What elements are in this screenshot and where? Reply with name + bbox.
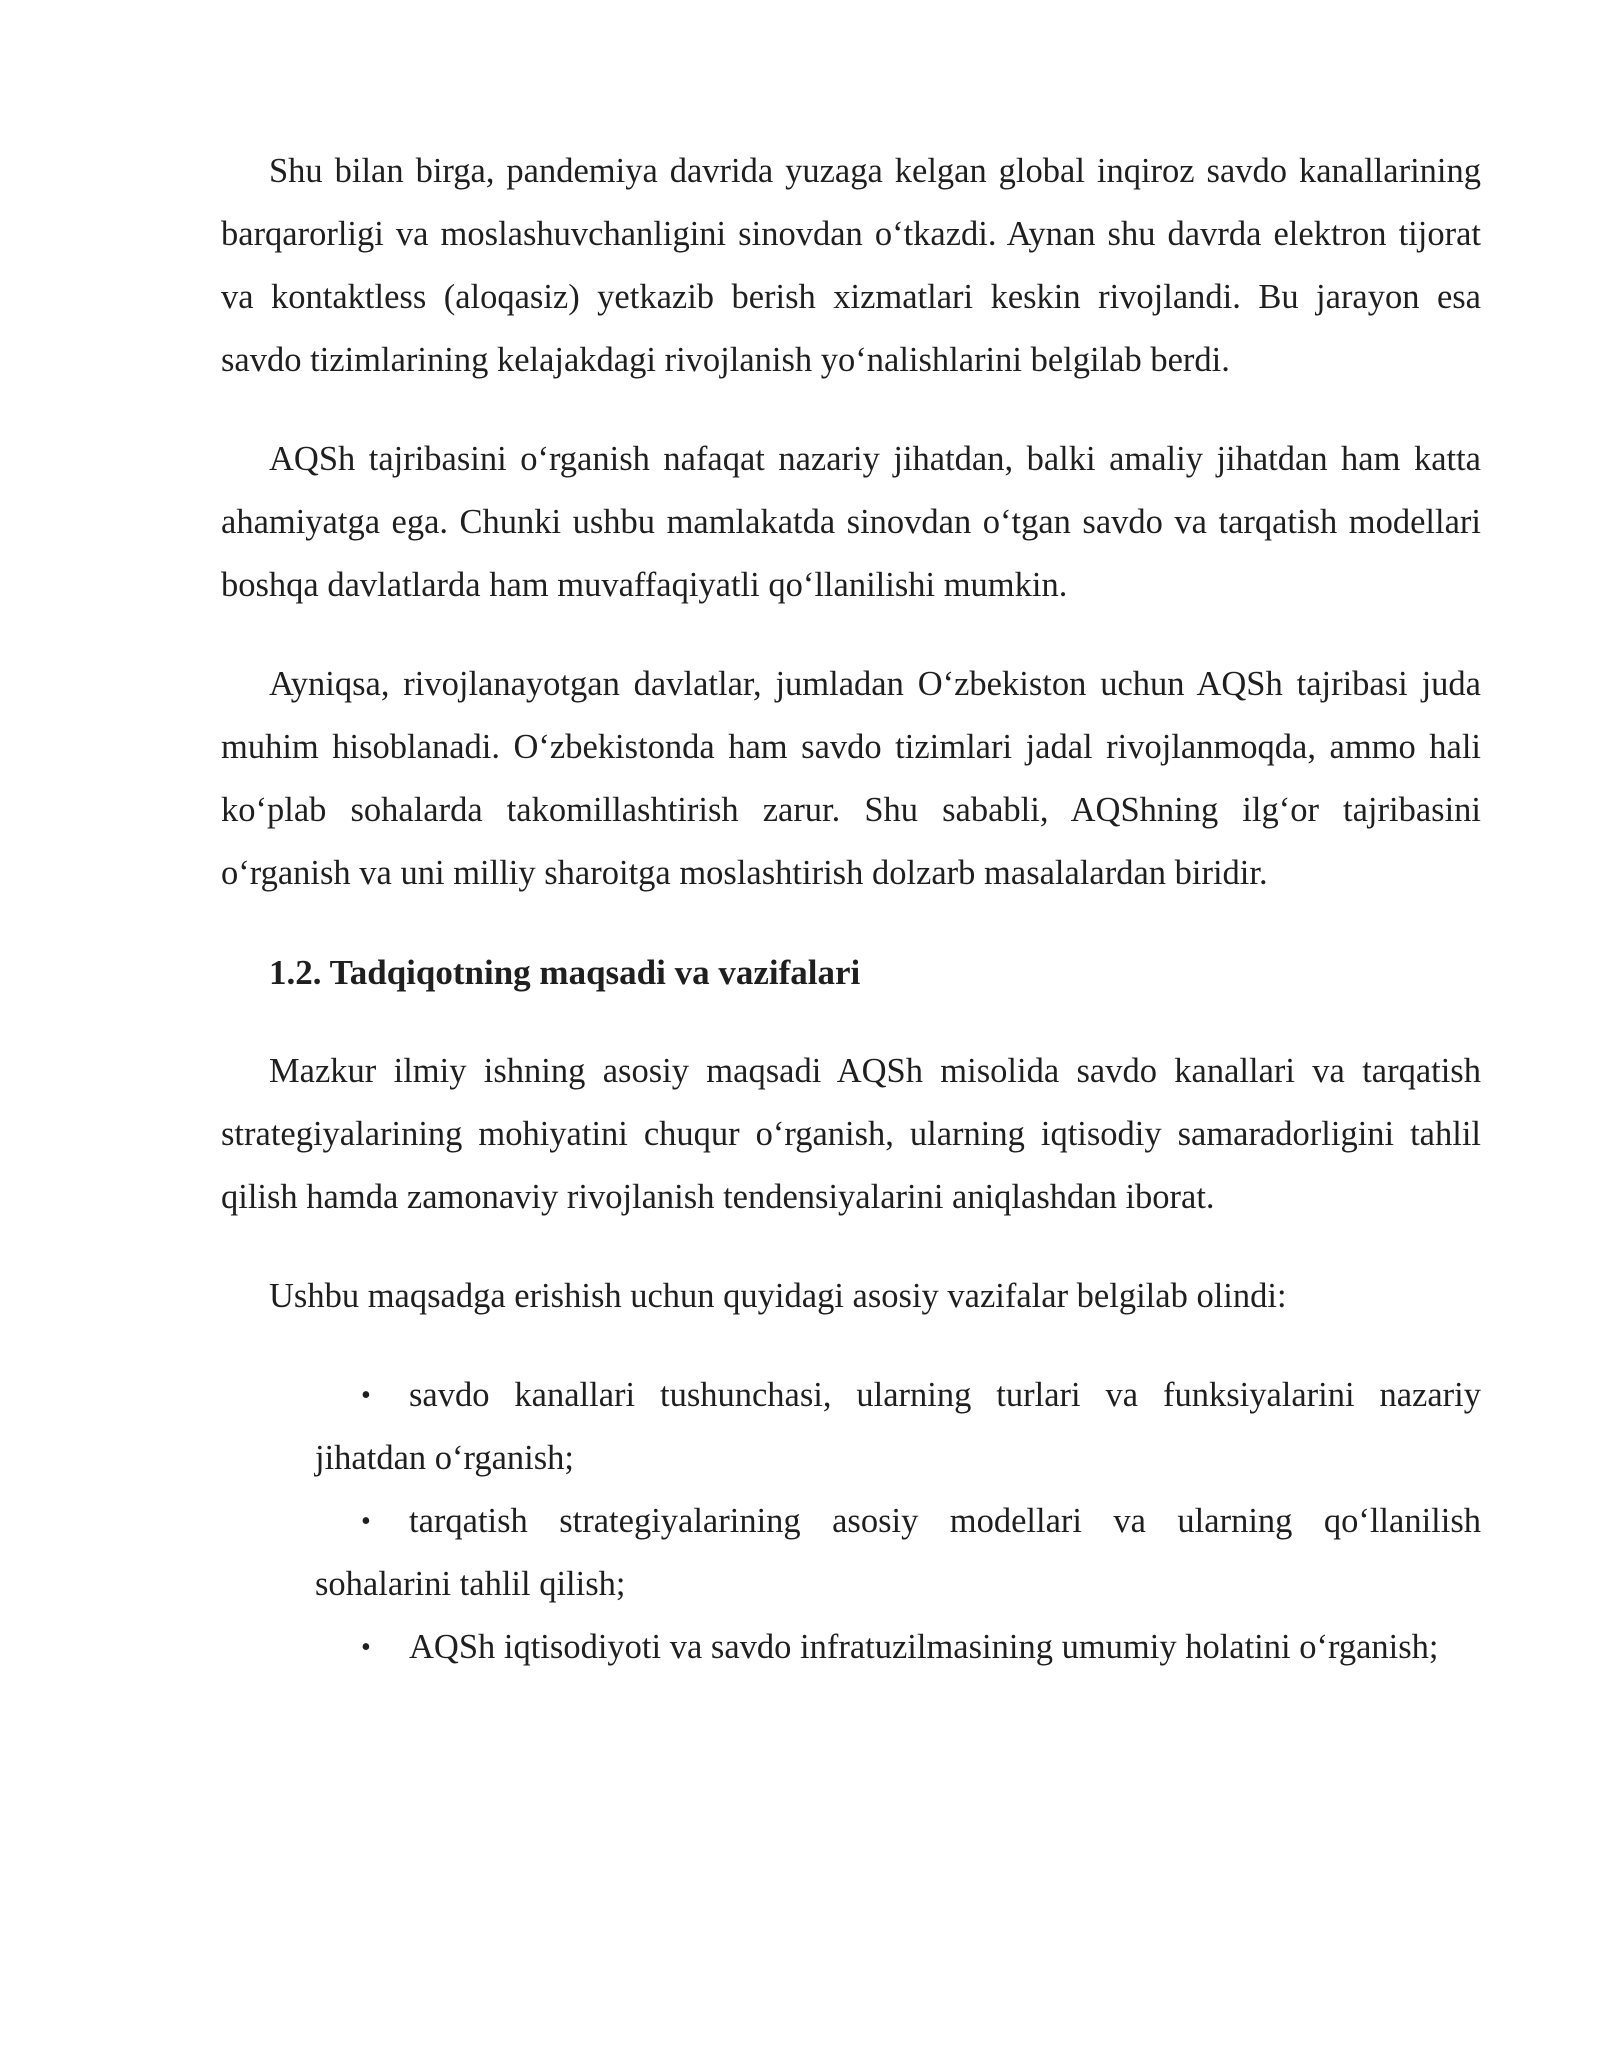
list-item-text: savdo kanallari tushunchasi, ularning turlari va funksiyalarini nazariy jihatdan o‘rganish; bbox=[315, 1376, 1481, 1477]
paragraph-pandemic: Shu bilan birga, pandemiya davrida yuzaga kelgan global inqiroz savdo kanallarining barqarorligi va moslashuvchanligini sinovdan o‘tkazdi. Aynan shu davrda elektron tijorat va kontaktless (aloqasiz) yetkazib berish xizmatlari keskin rivojlandi. Bu jarayon esa savdo tizimlarining kelajakdagi rivojlanish yo‘nalishlarini belgilab berdi. bbox=[221, 152, 1481, 379]
list-item bbox=[315, 1364, 1481, 1490]
paragraph-research-goal: Mazkur ilmiy ishning asosiy maqsadi AQSh misolida savdo kanallari va tarqatish strategiyalarining mohiyatini chuqur o‘rganish, ularning iqtisodiy samaradorligini tahlil qilish hamda zamonaviy rivojlanish tendensiyalarini aniqlashdan iborat. bbox=[221, 1052, 1481, 1216]
paragraph-uzbekistan: Ayniqsa, rivojlanayotgan davlatlar, jumladan O‘zbekiston uchun AQSh tajribasi juda muhim hisoblanadi. O‘zbekistonda ham savdo tizimlari jadal rivojlanmoqda, ammo hali ko‘plab sohalarda takomillashtirish zarur. Shu sababli, AQShning ilg‘or tajribasini o‘rganish va uni milliy sharoitga moslashtirish dolzarb masalalardan biridir. bbox=[221, 665, 1481, 892]
bullet-icon: • bbox=[361, 1506, 371, 1537]
list-item bbox=[315, 1616, 1481, 1679]
list-item bbox=[315, 1490, 1481, 1616]
list-item-text: AQSh iqtisodiyoti va savdo infratuzilmasining umumiy holatini o‘rganish; bbox=[409, 1628, 1439, 1666]
page-content bbox=[221, 140, 1481, 1679]
list-item-text: tarqatish strategiyalarining asosiy modellari va ularning qo‘llanilish sohalarini tahlil qilish; bbox=[315, 1502, 1481, 1603]
task-list bbox=[221, 1364, 1481, 1679]
bullet-icon: • bbox=[361, 1380, 371, 1411]
paragraph-tasks-intro: Ushbu maqsadga erishish uchun quyidagi asosiy vazifalar belgilab olindi: bbox=[269, 1277, 1287, 1315]
section-heading: 1.2. Tadqiqotning maqsadi va vazifalari bbox=[269, 953, 861, 992]
paragraph-usa-experience: AQSh tajribasini o‘rganish nafaqat nazariy jihatdan, balki amaliy jihatdan ham katta ahamiyatga ega. Chunki ushbu mamlakatda sinovdan o‘tgan savdo va tarqatish modellari boshqa davlatlarda ham muvaffaqiyatli qo‘llanilishi mumkin. bbox=[221, 440, 1481, 604]
bullet-icon: • bbox=[361, 1632, 371, 1663]
